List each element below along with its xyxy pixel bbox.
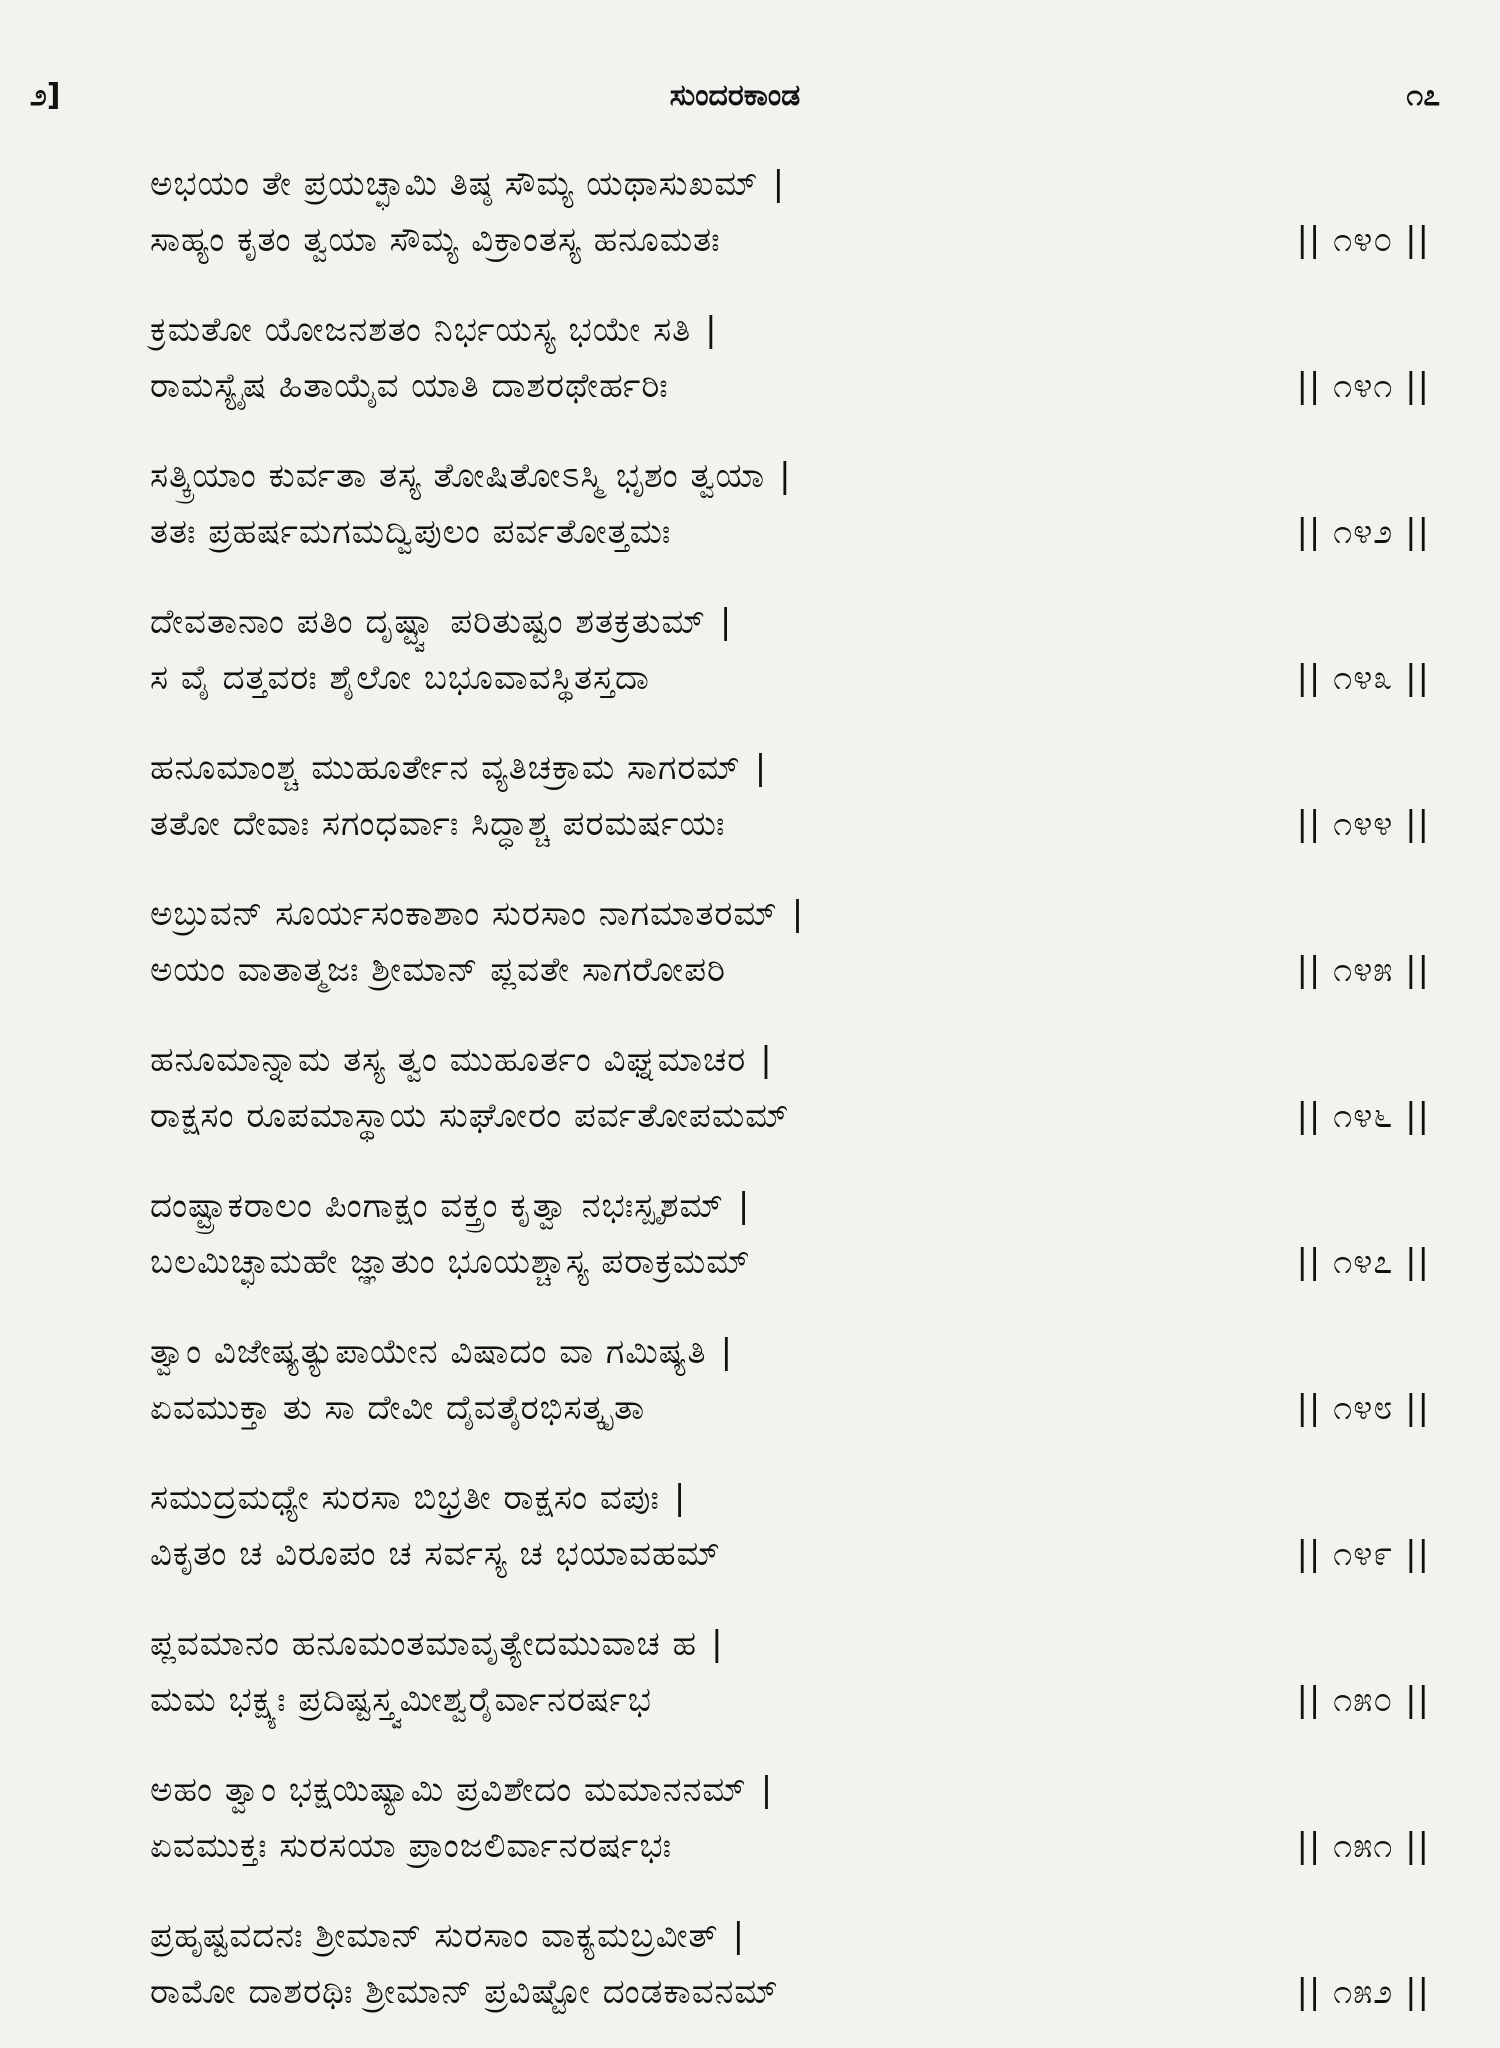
verse-number: || ೧೫೨ || [1296, 1972, 1430, 2012]
verse [150, 740, 1430, 880]
verse-number: || ೧೪೫ || [1296, 950, 1430, 990]
danda: | [705, 310, 718, 350]
verse-line-1: ತ್ವಾಂ ವಿಜೇಷ್ಯತ್ಯುಪಾಯೇನ ವಿಷಾದಂ ವಾ ಗಮಿಷ್ಯತಿ | [150, 1332, 734, 1372]
verse [150, 302, 1430, 442]
verse-line-2: ಅಯಂ ವಾತಾತ್ಮಜಃ ಶ್ರೀಮಾನ್ ಪ್ಲವತೇ ಸಾಗರೋಪರಿ || ೧೪೫ || [150, 942, 1430, 998]
verse-line-2: ವಿಕೃತಂ ಚ ವಿರೂಪಂ ಚ ಸರ್ವಸ್ಯ ಚ ಭಯಾವಹಮ್ || ೧೪೯ || [150, 1526, 1430, 1582]
verse [150, 156, 1430, 296]
verse [150, 1470, 1430, 1610]
verse-line-2: ಬಲಮಿಚ್ಛಾಮಹೇ ಜ್ಞಾತುಂ ಭೂಯಶ್ಚಾಸ್ಯ ಪರಾಕ್ರಮಮ್ || ೧೪೭ || [150, 1234, 1430, 1290]
verse-line-1: ಸತ್ಕ್ರಿಯಾಂ ಕುರ್ವತಾ ತಸ್ಯ ತೋಷಿತೋಽಸ್ಮಿ ಭೃಶಂ ತ್ವಯಾ | [150, 456, 792, 496]
page-header [30, 78, 1440, 138]
section-marker: ೨] [30, 78, 61, 113]
verse [150, 1762, 1430, 1902]
verse-line-2: ತತೋ ದೇವಾಃ ಸಗಂಧರ್ವಾಃ ಸಿದ್ಧಾಶ್ಚ ಪರಮರ್ಷಯಃ || ೧೪೪ || [150, 796, 1430, 852]
verse-line-1: ಪ್ರಹೃಷ್ಟವದನಃ ಶ್ರೀಮಾನ್ ಸುರಸಾಂ ವಾಕ್ಯಮಬ್ರವೀತ್ | [150, 1916, 746, 1956]
verse-number: || ೧೪೮ || [1296, 1388, 1430, 1428]
verse-line-1: ಹನೂಮಾನ್ನಾಮ ತಸ್ಯ ತ್ವಂ ಮುಹೂರ್ತಂ ವಿಘ್ನಮಾಚರ | [150, 1040, 773, 1080]
verse [150, 1178, 1430, 1318]
verse-number: || ೧೪೧ || [1296, 366, 1430, 406]
verse-line-2: ಏವಮುಕ್ತಃ ಸುರಸಯಾ ಪ್ರಾಂಜಲಿರ್ವಾನರರ್ಷಭಃ || ೧೫೧ || [150, 1818, 1430, 1874]
danda: | [737, 1186, 751, 1226]
verse-line-1: ದಂಷ್ಟ್ರಾಕರಾಲಂ ಪಿಂಗಾಕ್ಷಂ ವಕ್ತ್ರಂ ಕೃತ್ವಾ ನಭಃಸ್ಪೃಶಮ್ | [150, 1186, 751, 1226]
verse-number: || ೧೪೪ || [1296, 804, 1430, 844]
verse-line-1: ಅಬ್ರುವನ್ ಸೂರ್ಯಸಂಕಾಶಾಂ ಸುರಸಾಂ ನಾಗಮಾತರಮ್ | [150, 894, 805, 934]
danda: | [772, 164, 786, 204]
verse [150, 448, 1430, 588]
verse-line-1: ಸಮುದ್ರಮಧ್ಯೇ ಸುರಸಾ ಬಿಭ್ರತೀ ರಾಕ್ಷಸಂ ವಪುಃ | [150, 1478, 687, 1518]
danda: | [760, 1040, 773, 1080]
verse-line-1: ದೇವತಾನಾಂ ಪತಿಂ ದೃಷ್ಟ್ವಾ ಪರಿತುಷ್ಟಂ ಶತಕ್ರತುಮ್ | [150, 602, 733, 642]
danda: | [711, 1624, 724, 1664]
verse-line-2: ಮಮ ಭಕ್ಷ್ಯಃ ಪ್ರದಿಷ್ಟಸ್ತ್ವಮೀಶ್ವರೈರ್ವಾನರರ್ಷಭ || ೧೫೦ || [150, 1672, 1430, 1728]
verse [150, 1908, 1430, 2048]
verse [150, 1324, 1430, 1464]
verse-line-2: ರಾಮಸ್ಯೈಷ ಹಿತಾಯೈವ ಯಾತಿ ದಾಶರಥೇರ್ಹರಿಃ || ೧೪೧ || [150, 358, 1430, 414]
danda: | [791, 894, 805, 934]
danda: | [720, 1332, 734, 1372]
verse-number: || ೧೪೬ || [1296, 1096, 1430, 1136]
verse-line-2: ಸಾಹ್ಯಂ ಕೃತಂ ತ್ವಯಾ ಸೌಮ್ಯ ವಿಕ್ರಾಂತಸ್ಯ ಹನೂಮತಃ || ೧೪೦ || [150, 212, 1430, 268]
verse-number: || ೧೪೭ || [1296, 1242, 1430, 1282]
verse-line-2: ಸ ವೈ ದತ್ತವರಃ ಶೈಲೋ ಬಭೂವಾವಸ್ಥಿತಸ್ತದಾ || ೧೪೩ || [150, 650, 1430, 706]
verse-line-2: ರಾಮೋ ದಾಶರಥಿಃ ಶ್ರೀಮಾನ್ ಪ್ರವಿಷ್ಟೋ ದಂಡಕಾವನಮ್ || ೧೫೨ || [150, 1964, 1430, 2020]
verse-list [150, 150, 1430, 2048]
verse-line-1: ಕ್ರಮತೋ ಯೋಜನಶತಂ ನಿರ್ಭಯಸ್ಯ ಭಯೇ ಸತಿ | [150, 310, 718, 350]
danda: | [673, 1478, 687, 1518]
verse-number: || ೧೪೯ || [1296, 1534, 1430, 1574]
danda: | [754, 748, 768, 788]
danda: | [779, 456, 792, 496]
verse-line-1: ಪ್ಲವಮಾನಂ ಹನೂಮಂತಮಾವೃತ್ಯೇದಮುವಾಚ ಹ | [150, 1624, 724, 1664]
verse-number: || ೧೪೦ || [1296, 220, 1430, 260]
verse-number: || ೧೫೧ || [1296, 1826, 1430, 1866]
verse-line-1: ಅಹಂ ತ್ವಾಂ ಭಕ್ಷಯಿಷ್ಯಾಮಿ ಪ್ರವಿಶೇದಂ ಮಮಾನನಮ್ | [150, 1770, 774, 1810]
verse [150, 886, 1430, 1026]
verse-line-1: ಹನೂಮಾಂಶ್ಚ ಮುಹೂರ್ತೇನ ವ್ಯತಿಚಕ್ರಾಮ ಸಾಗರಮ್ | [150, 748, 768, 788]
verse-line-1: ಅಭಯಂ ತೇ ಪ್ರಯಚ್ಛಾಮಿ ತಿಷ್ಠ ಸೌಮ್ಯ ಯಥಾಸುಖಮ್ | [150, 164, 786, 204]
verse-line-2: ಏವಮುಕ್ತಾ ತು ಸಾ ದೇವೀ ದೈವತೈರಭಿಸತ್ಕೃತಾ || ೧೪೮ || [150, 1380, 1430, 1436]
page-number: ೧೭ [1406, 78, 1440, 113]
verse [150, 1032, 1430, 1172]
verse [150, 594, 1430, 734]
danda: | [760, 1770, 774, 1810]
verse-number: || ೧೪೩ || [1296, 658, 1430, 698]
verse-line-2: ತತಃ ಪ್ರಹರ್ಷಮಗಮದ್ವಿಪುಲಂ ಪರ್ವತೋತ್ತಮಃ || ೧೪೨ || [150, 504, 1430, 560]
danda: | [719, 602, 733, 642]
verse-number: || ೧೫೦ || [1296, 1680, 1430, 1720]
verse-line-2: ರಾಕ್ಷಸಂ ರೂಪಮಾಸ್ಥಾಯ ಸುಘೋರಂ ಪರ್ವತೋಪಮಮ್ || ೧೪೬ || [150, 1088, 1430, 1144]
running-title: ಸುಂದರಕಾಂಡ [669, 78, 801, 113]
danda: | [732, 1916, 746, 1956]
verse-number: || ೧೪೨ || [1296, 512, 1430, 552]
verse [150, 1616, 1430, 1756]
